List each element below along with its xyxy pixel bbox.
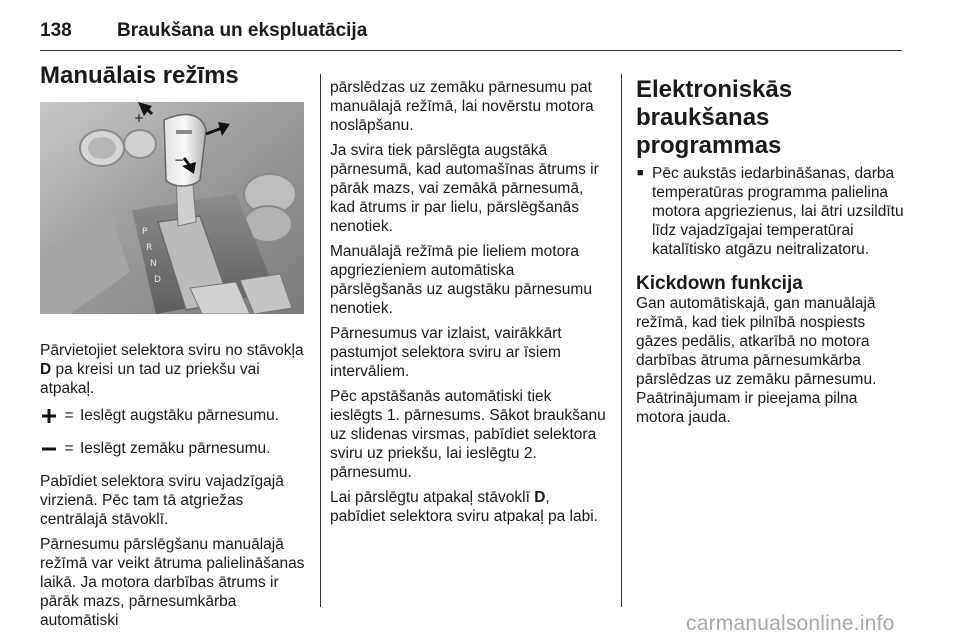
- gear-selector-illustration: [40, 102, 304, 314]
- page-number: 138: [40, 20, 72, 41]
- legend-text: Ieslēgt augstāku pārnesumu.: [80, 407, 280, 424]
- plus-icon: [40, 409, 58, 423]
- column-right: [636, 76, 906, 433]
- column-left: [40, 62, 306, 636]
- intro-text-end: pa kreisi un tad uz priekšu vai atpakaļ.: [40, 361, 260, 397]
- list-item: ■ Pēc aukstās iedarbināšanas, darba temperatūras programma palielina motora apgriezienus, lai ātri uzsildītu līdz vajadzīgajai temperatūrai katalītisko atgāzu neitralizatoru.: [636, 164, 906, 259]
- legend-plus: [40, 406, 306, 425]
- legend-minus: [40, 439, 306, 458]
- column-divider: [621, 74, 622, 607]
- legend-text: Ieslēgt zemāku pārnesumu.: [80, 440, 271, 457]
- body-paragraph: Gan automātiskajā, gan manuālajā režīmā, kad tiek pilnībā nospiests gāzes pedālis, atkarībā no motora darbības ātruma pārnesumkārba pārslēdzas uz zemāku pārnesumu. Paātrinājumam ir pieejama pilna motora jauda.: [636, 295, 877, 426]
- section-title: Elektroniskās braukšanas programmas: [636, 76, 793, 159]
- watermark: carmanualsonline.info: [686, 612, 895, 635]
- body-paragraph: [330, 488, 606, 526]
- svg-text:D: D: [154, 275, 161, 285]
- svg-text:N: N: [150, 259, 157, 269]
- svg-text:−: −: [174, 153, 185, 167]
- subsection-title: Kickdown funkcija: [636, 273, 803, 294]
- body-paragraph: Ja svira tiek pārslēgta augstākā pārnesumā, kad automašīnas ātrums ir pārāk mazs, vai zemākā pārnesumā, kad ātrums ir par lielu, pārslēgšanās nenotiek.: [330, 142, 599, 235]
- body-paragraph: Manuālajā režīmā pie lieliem motora apgriezieniem automātiska pārslēgšanās uz augstāku pārnesumu nenotiek.: [330, 243, 592, 317]
- last-text-end: , pabīdiet selektora sviru atpakaļ pa labi.: [330, 489, 598, 525]
- column-middle: [330, 78, 606, 532]
- page-header: [40, 14, 902, 51]
- body-paragraph: pārslēdzas uz zemāku pārnesumu pat manuālajā režīmā, lai novērstu motora noslāpšanu.: [330, 79, 594, 134]
- intro-text: Pārvietojiet selektora sviru no stāvokļa: [40, 342, 304, 359]
- bullet-list: [636, 164, 906, 259]
- chapter-title: Braukšana un ekspluatācija: [117, 20, 368, 41]
- svg-text:P: P: [142, 227, 148, 237]
- section-title: Manuālais režīms: [40, 62, 239, 89]
- legend-equals: =: [64, 440, 74, 457]
- svg-text:R: R: [146, 243, 153, 253]
- legend-equals: =: [64, 407, 74, 424]
- minus-icon: [40, 442, 58, 456]
- last-text: Lai pārslēgtu atpakaļ stāvoklī: [330, 489, 535, 506]
- body-paragraph: Pabīdiet selektora sviru vajadzīgajā virzienā. Pēc tam tā atgriežas centrālajā stāvoklī.: [40, 473, 284, 528]
- svg-text:+: +: [134, 111, 145, 125]
- column-divider: [320, 74, 321, 607]
- body-paragraph: Pārnesumus var izlaist, vairākkārt pastumjot selektora sviru ar īsiem intervāliem.: [330, 325, 562, 380]
- position-d-label: D: [40, 361, 52, 378]
- intro-paragraph: [40, 341, 306, 398]
- body-paragraph: Pārnesumu pārslēgšanu manuālajā režīmā var veikt ātruma palielināšanas laikā. Ja motora darbības ātrums ir pārāk mazs, pārnesumkārba automātiski: [40, 536, 305, 629]
- position-d-label: D: [534, 489, 546, 506]
- body-paragraph: Pēc apstāšanās automātiski tiek ieslēgts 1. pārnesums. Sākot braukšanu uz slidenas virsmas, pabīdiet selektora sviru uz priekšu, lai ieslēgtu 2. pārnesumu.: [330, 388, 606, 481]
